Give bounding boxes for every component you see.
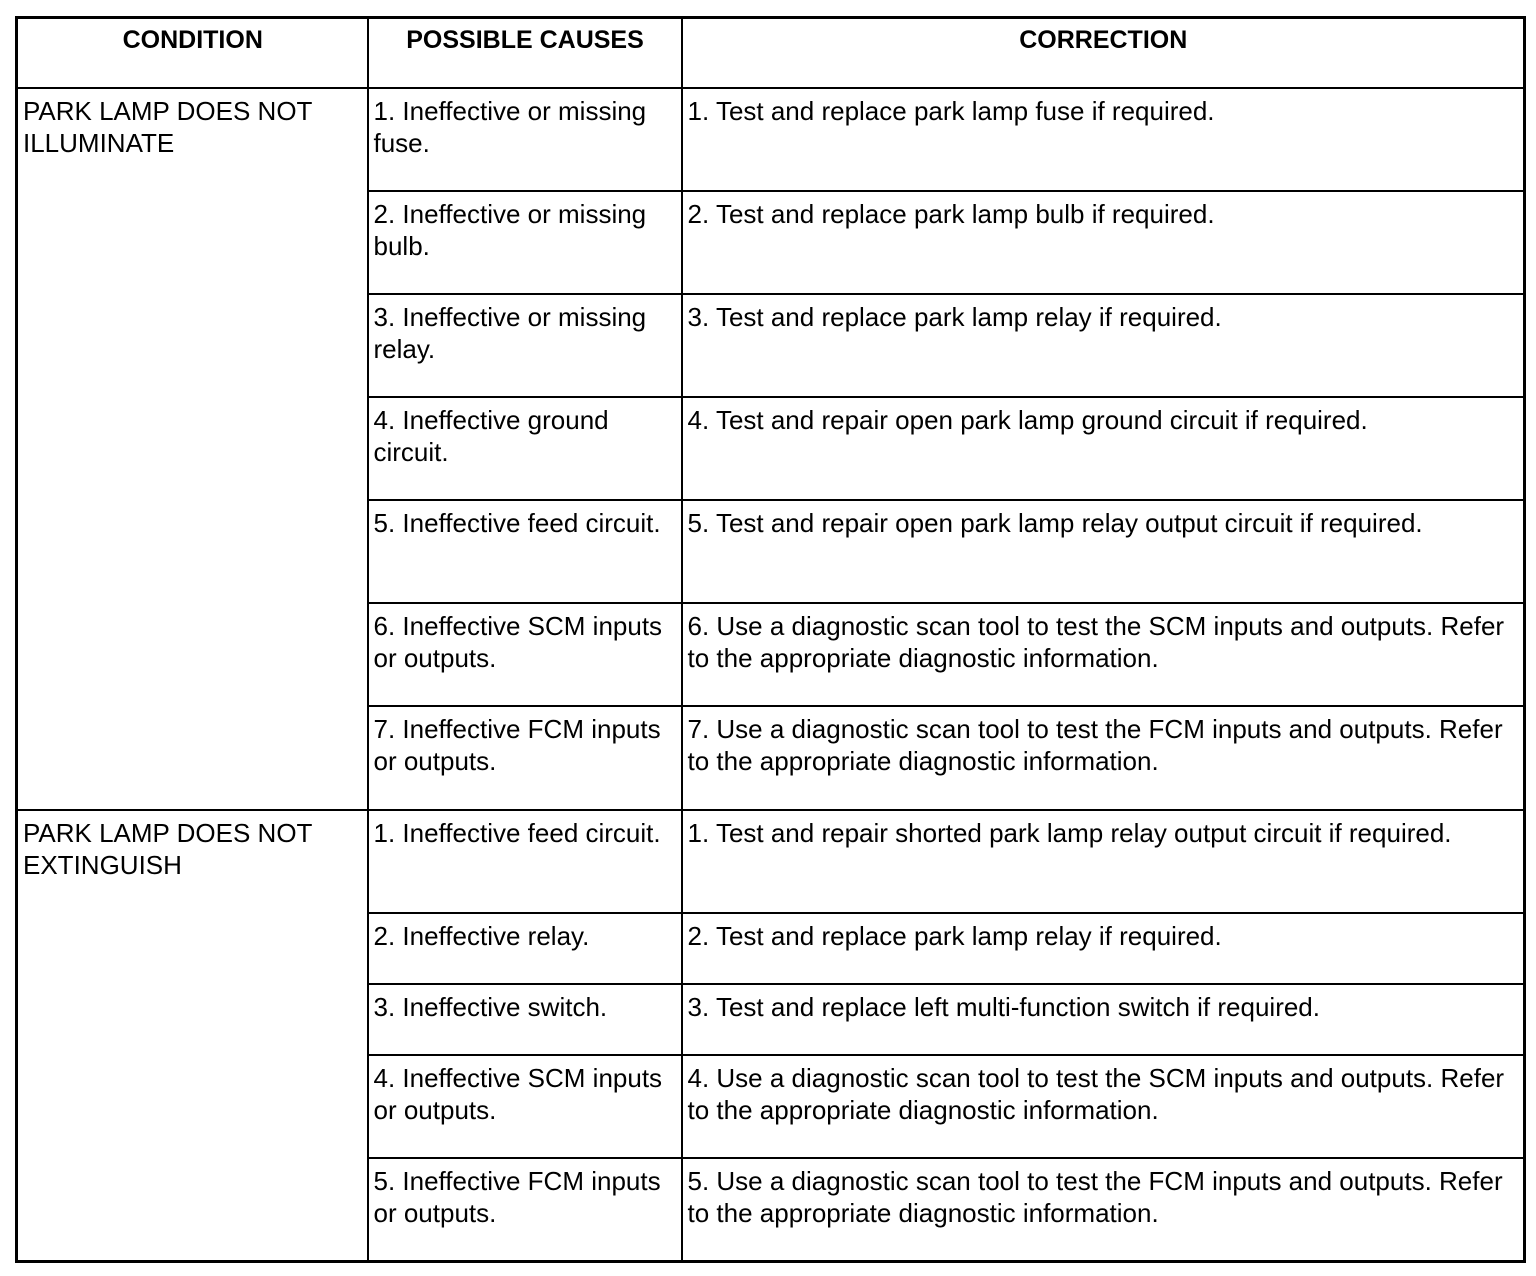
cause-cell: 6. Ineffective SCM inputs or outputs.	[368, 603, 682, 706]
cause-cell: 3. Ineffective switch.	[368, 984, 682, 1055]
cause-cell: 4. Ineffective SCM inputs or outputs.	[368, 1055, 682, 1158]
correction-cell: 4. Use a diagnostic scan tool to test the SCM inputs and outputs. Refer to the appropriate diagnostic information.	[682, 1055, 1525, 1158]
header-possible-causes: POSSIBLE CAUSES	[368, 18, 682, 88]
cause-cell: 5. Ineffective FCM inputs or outputs.	[368, 1158, 682, 1262]
header-condition: CONDITION	[17, 18, 368, 88]
correction-cell: 6. Use a diagnostic scan tool to test the SCM inputs and outputs. Refer to the appropriate diagnostic information.	[682, 603, 1525, 706]
correction-cell: 3. Test and replace left multi-function switch if required.	[682, 984, 1525, 1055]
cause-cell: 3. Ineffective or missing relay.	[368, 294, 682, 397]
correction-cell: 4. Test and repair open park lamp ground circuit if required.	[682, 397, 1525, 500]
correction-cell: 3. Test and replace park lamp relay if required.	[682, 294, 1525, 397]
cause-cell: 2. Ineffective relay.	[368, 913, 682, 984]
cause-cell: 1. Ineffective or missing fuse.	[368, 88, 682, 191]
diagnosis-table	[15, 16, 1526, 1263]
cause-cell: 1. Ineffective feed circuit.	[368, 810, 682, 913]
cause-cell: 2. Ineffective or missing bulb.	[368, 191, 682, 294]
correction-cell: 7. Use a diagnostic scan tool to test the FCM inputs and outputs. Refer to the appropriate diagnostic information.	[682, 706, 1525, 810]
cause-cell: 7. Ineffective FCM inputs or outputs.	[368, 706, 682, 810]
correction-cell: 1. Test and repair shorted park lamp relay output circuit if required.	[682, 810, 1525, 913]
cause-cell: 5. Ineffective feed circuit.	[368, 500, 682, 603]
condition-cell: PARK LAMP DOES NOT EXTINGUISH	[17, 810, 368, 1262]
header-row	[17, 18, 1525, 88]
correction-cell: 1. Test and replace park lamp fuse if required.	[682, 88, 1525, 191]
table-row	[17, 88, 1525, 191]
cause-cell: 4. Ineffective ground circuit.	[368, 397, 682, 500]
correction-cell: 2. Test and replace park lamp bulb if required.	[682, 191, 1525, 294]
correction-cell: 5. Test and repair open park lamp relay output circuit if required.	[682, 500, 1525, 603]
correction-cell: 2. Test and replace park lamp relay if required.	[682, 913, 1525, 984]
correction-cell: 5. Use a diagnostic scan tool to test the FCM inputs and outputs. Refer to the appropriate diagnostic information.	[682, 1158, 1525, 1262]
table-row	[17, 810, 1525, 913]
condition-cell: PARK LAMP DOES NOT ILLUMINATE	[17, 88, 368, 810]
header-correction: CORRECTION	[682, 18, 1525, 88]
